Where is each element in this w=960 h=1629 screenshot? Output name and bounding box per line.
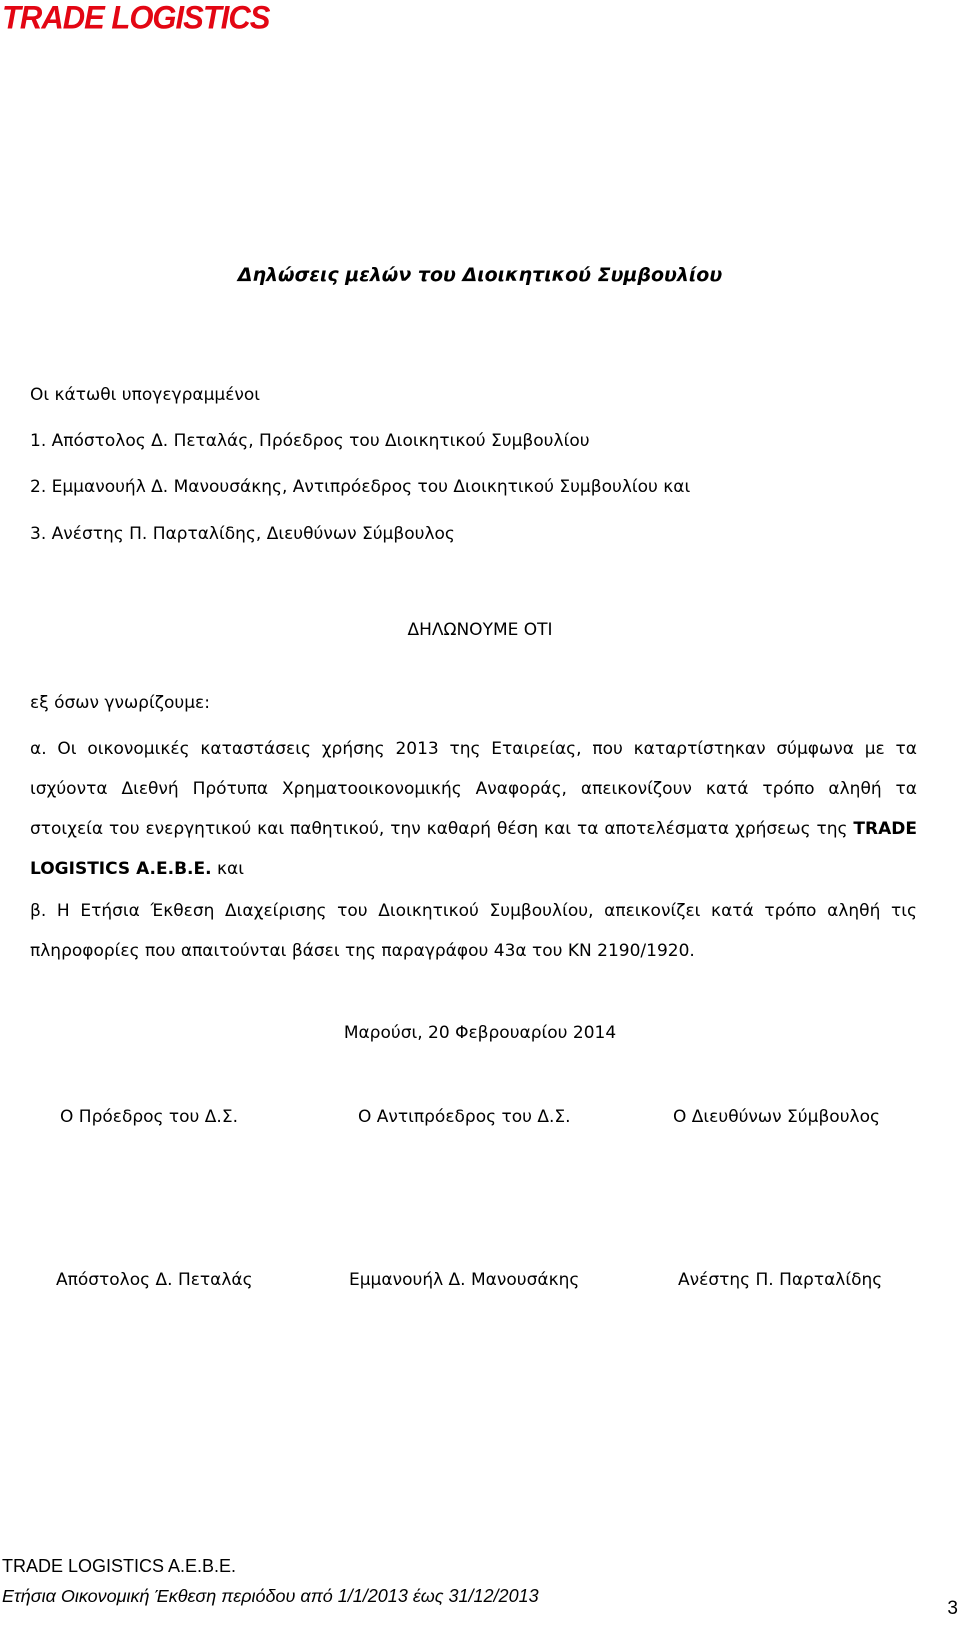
paragraph-b: β. Η Ετήσια Έκθεση Διαχείρισης του Διοικητικού Συμβουλίου, απεικονίζει κατά τρόπο αληθή τις πληροφορίες που απαιτούνται βάσει της παραγράφου 43α του ΚΝ 2190/1920. [30, 901, 917, 961]
page-number: 3 [947, 1598, 958, 1619]
member-line-3: 3. Ανέστης Π. Παρταλίδης, Διευθύνων Σύμβουλος [30, 524, 455, 544]
intro-text: Οι κάτωθι υπογεγραμμένοι [30, 385, 261, 405]
signatory-name-3: Ανέστης Π. Παρταλίδης [678, 1270, 883, 1290]
company-logo: TRADE LOGISTICS [2, 0, 270, 36]
member-line-2: 2. Εμμανουήλ Δ. Μανουσάκης, Αντιπρόεδρος του Διοικητικού Συμβουλίου και [30, 477, 691, 497]
footer-company: TRADE LOGISTICS A.E.B.E. [2, 1556, 237, 1576]
signatory-role-1: Ο Πρόεδρος του Δ.Σ. [60, 1107, 238, 1127]
footer-report-title: Ετήσια Οικονομική Έκθεση περιόδου από 1/1/2013 έως 31/12/2013 [2, 1586, 539, 1606]
paragraph-a-tail: και [211, 859, 244, 879]
signatory-role-3: Ο Διευθύνων Σύμβουλος [673, 1107, 880, 1127]
knowledge-text: εξ όσων γνωρίζουμε: [30, 693, 210, 713]
signatory-name-2: Εμμανουήλ Δ. Μανουσάκης [349, 1270, 580, 1290]
paragraph-a-text: α. Οι οικονομικές καταστάσεις χρήσης 2013 της Εταιρείας, που καταρτίστηκαν σύμφωνα με τα ισχύοντα Διεθνή Πρότυπα Χρηματοοικονομικής Αναφοράς, απεικονίζουν κατά τρόπο αληθή τα στοιχεία του ενεργητικού και παθητικού, την καθαρή θέση και τα αποτελέσματα χρήσεως της [30, 739, 917, 839]
signatory-name-1: Απόστολος Δ. Πεταλάς [56, 1270, 253, 1290]
page-title: Δηλώσεις μελών του Διοικητικού Συμβουλίου [237, 264, 723, 286]
signatory-role-2: Ο Αντιπρόεδρος του Δ.Σ. [358, 1107, 571, 1127]
declare-heading: ΔΗΛΩΝΟΥΜΕ ΟΤΙ [407, 620, 553, 640]
company-name-bold: TRADE LOGISTICS A.E.B.E. [30, 819, 917, 879]
paragraph-a [30, 729, 917, 889]
place-date: Μαρούσι, 20 Φεβρουαρίου 2014 [343, 1023, 617, 1043]
member-line-1: 1. Απόστολος Δ. Πεταλάς, Πρόεδρος του Διοικητικού Συμβουλίου [30, 431, 590, 451]
